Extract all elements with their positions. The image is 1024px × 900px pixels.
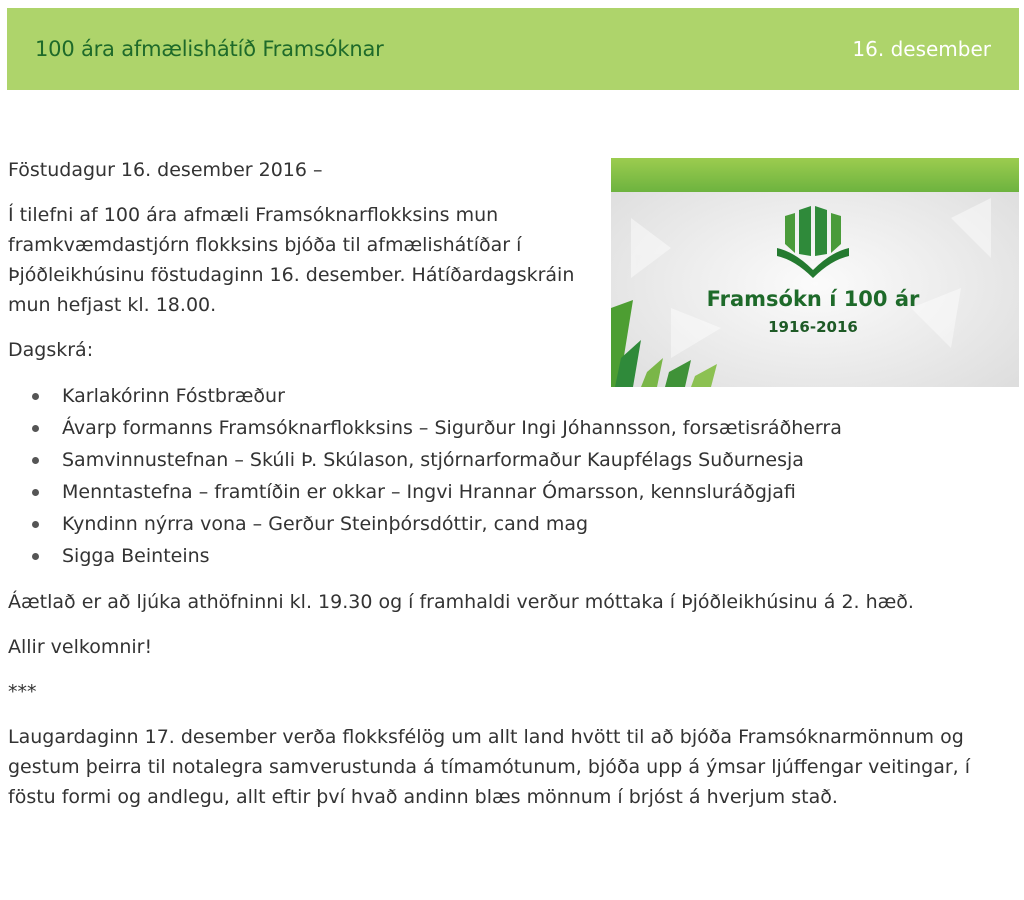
header-date: 16. desember: [852, 37, 991, 61]
list-item: Ávarp formanns Framsóknarflokksins – Sigurður Ingi Jóhannsson, forsætisráðherra: [62, 412, 1020, 444]
list-item: Sigga Beinteins: [62, 540, 1020, 572]
list-item: Menntastefna – framtíðin er okkar – Ingvi Hrannar Ómarsson, kennsluráðgjafi: [62, 476, 1020, 508]
article-body: [8, 155, 1020, 827]
separator-text: ***: [8, 681, 37, 703]
page-title: 100 ára afmælishátíð Framsóknar: [35, 37, 384, 61]
list-item: Karlakórinn Fóstbræður: [62, 380, 1020, 412]
page-header: [7, 8, 1019, 90]
program-label: Dagskrá:: [8, 339, 94, 361]
saturday-paragraph: Laugardaginn 17. desember verða flokksfélög um allt land hvött til að bjóða Framsóknarmönnum og gestum þeirra til notalegra samverustunda á tímamótunum, bjóða upp á ýmsar ljúffengar veitingar, í föstu formi og andlegu, allt eftir því hvað andinn blæs mönnum í brjóst á hverjum stað.: [8, 726, 971, 808]
list-item: Samvinnustefnan – Skúli Þ. Skúlason, stjórnarformaður Kaupfélags Suðurnesja: [62, 444, 1020, 476]
program-list: [8, 380, 1020, 572]
banner-title-text: Framsókn í 100 ár: [706, 287, 920, 311]
intro-paragraph: Í tilefni af 100 ára afmæli Framsóknarflokksins mun framkvæmdastjórn flokksins bjóða til afmælishátíðar í Þjóðleikhúsinu föstudaginn 16. desember. Hátíðardagskráin mun hefjast kl. 18.00.: [8, 204, 575, 316]
banner-years-text: 1916-2016: [768, 318, 858, 336]
closing-paragraph: Áætlað er að ljúka athöfninni kl. 19.30 og í framhaldi verður móttaka í Þjóðleikhúsinu á 2. hæð.: [8, 591, 914, 613]
dateline: Föstudagur 16. desember 2016 –: [8, 159, 323, 181]
welcome-text: Allir velkomnir!: [8, 636, 153, 658]
list-item: Kyndinn nýrra vona – Gerður Steinþórsdóttir, cand mag: [62, 508, 1020, 540]
